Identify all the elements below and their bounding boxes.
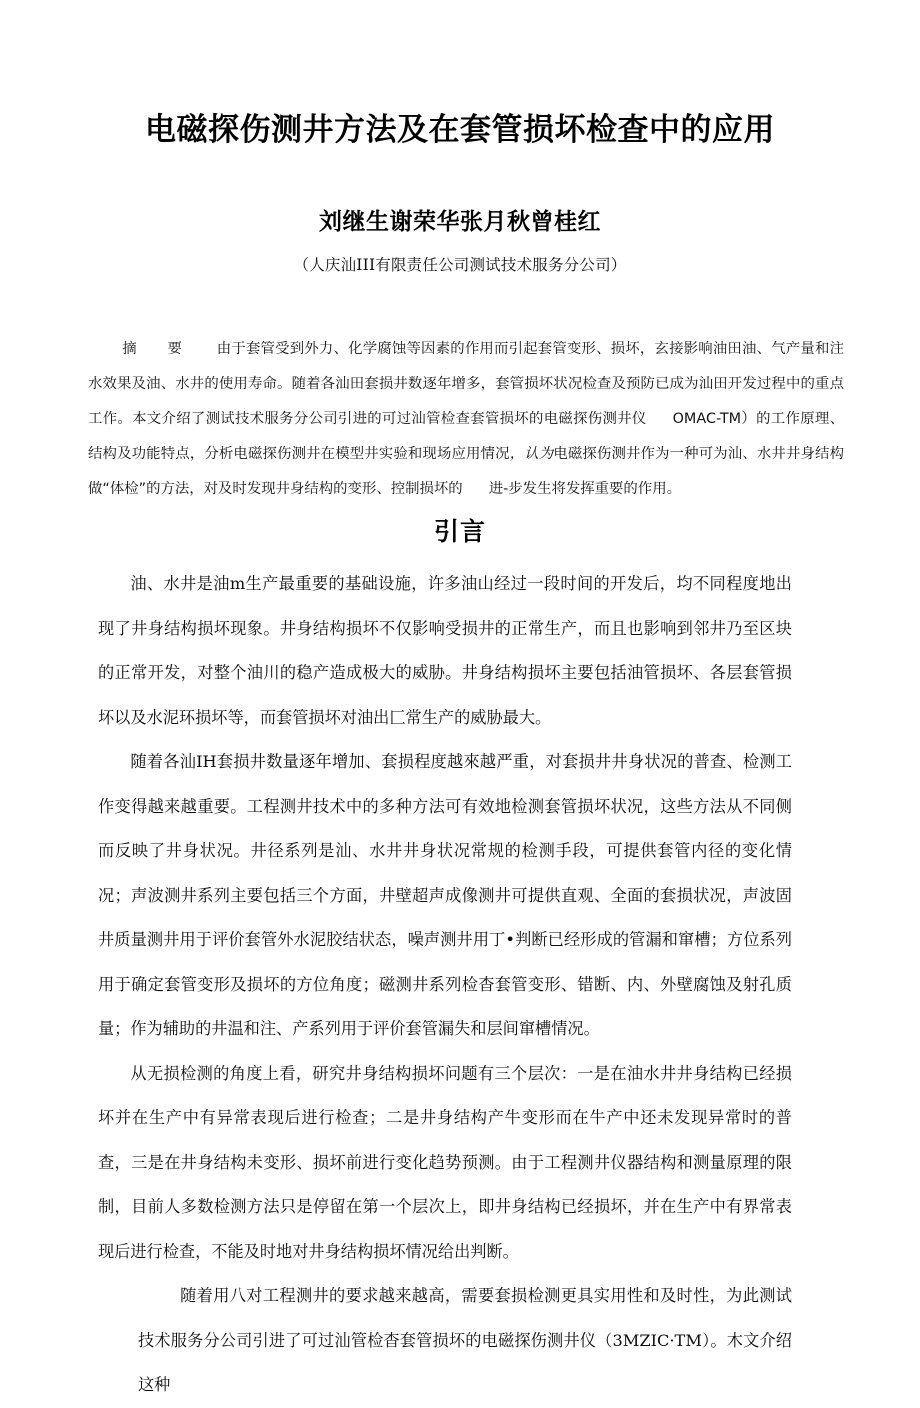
body-paragraph-3: 从无损检测的角度上看，研究井身结构损坏问题有三个层次：一是在油水井井身结构已经损坏并在生产中有异常表现后进行检查；二是井身结构产牛变形而在牛产中还未发现异常时的普查，三是在井身结构未变形、损坏前进行变化趋势预测。由于工程测井仪器结构和测量原理的限制，目前人多数检测方法只是停留在第一个层次上，即井身结构已经损坏，并在生产中有界常表现后进行检查，不能及时地对井身结构损坏情况给出判断。 [98, 1063, 792, 1261]
body-paragraph-4: 随着用八对工程测井的要求越来越高，需要套损检测更具实用性和及时性，为此测试技术服务分公司引进了可过汕管检杳套管损坏的电磁探伤测井仪（3MZIC·TM）。木文介绍这种 [138, 1286, 792, 1394]
abstract-line-4-tail: ，认为 [509, 446, 554, 462]
abstract-block [88, 332, 844, 507]
body-content [98, 562, 792, 1408]
body-paragraph-1: 油、水井是油m生产最重要的基础设施，许多油山经过一段时间的开发后，均不同程度地出现了井身结构损坏现象。井身结构损坏不仅影响受损井的正常生产，而且也影响到邻井乃至区块的正常开发，对整个油川的稳产造成极大的威胁。井身结构损坏主要包括油管损坏、各层套管损坏以及水泥环损坏等，而套管损坏对油出匚常生产的威胁最大。 [98, 574, 792, 727]
abstract-label-zhai: 摘 [122, 341, 138, 357]
abstract-line-3: 发过程中的重点工作。本文介绍了测试技术服务分公司引进的可过汕管检查套管损坏的电磁探伤测井仪 [88, 376, 844, 427]
page-title: 电磁探伤测井方法及在套管损坏检查中的应用 [145, 112, 775, 148]
abstract-label-yao: 要 [167, 341, 183, 357]
abstract-line-4: TM）的工作原理、结构及功能特点，分析电磁探伤测井在模型井实验和现场应用情况 [88, 411, 844, 462]
abstract-line-5: 电磁探伤测井作为一种可为汕、水井井身结构做“体检”的方法，对及时发现井身结构的变形、控制损坏的 [88, 446, 844, 497]
body-paragraph-2: 随着各汕IH套损井数量逐年增加、套损程度越來越严重，对套损井井身状况的普查、检测工作变得越来越重要。工程测井技术中的多种方法可有效地检测套管损坏状况，这些方法从不同侧而反映了井身状况。井径系列是汕、水井井身状况常规的检测手段，可提供套管内径的变化情况；声波测井系列主要包括三个方面，井壁超声成像测井可提供直观、全面的套损状况，声波固井质量测井用于评价套管外水泥胶结状态，噪声测井用丁•判断已经形成的管漏和窜槽；方位系列用于确定套管变形及损坏的方位角度；磁测井系列检杳套管变形、错断、内、外壁腐蚀及射孔质量；作为辅助的井温和注、产系列用于评价套管漏失和层间窜槽情况。 [98, 752, 792, 1038]
abstract-line-3-trailing: OMAC- [672, 411, 720, 427]
abstract-line-1: 由于套管受到外力、化学腐蚀等因素的作用而引起套管变形、损坏，玄接影响油田油、气产量 [216, 341, 815, 357]
abstract-line-5-tail: 进- [488, 481, 509, 497]
section-heading-introduction: 引言 [433, 517, 486, 546]
abstract-line-2: 和注水效果及油、水井的使用寿命。随着各汕田套损井数逐年增多，套管损坏状况检查及预防已成为汕田开 [88, 341, 844, 392]
affiliation: （人庆汕III有限责任公司测试技术服务分公司） [293, 256, 627, 274]
author-list: 刘继生谢荣华张月秋曾桂红 [319, 209, 601, 235]
abstract-line-6: 步发生将发挥重要的作用。 [508, 481, 681, 497]
